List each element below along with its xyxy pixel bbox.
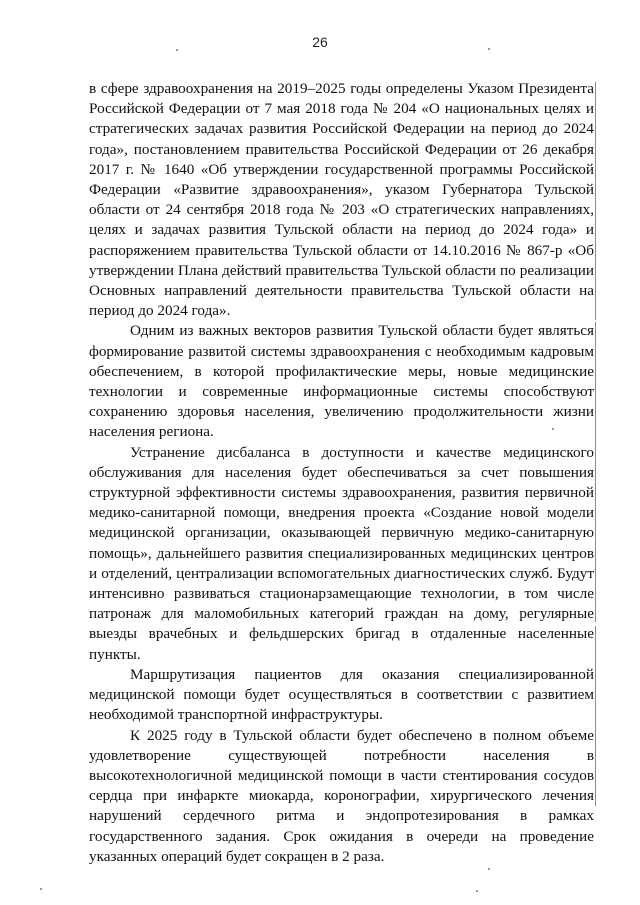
scan-speck [40, 888, 42, 890]
scan-margin-line [595, 322, 596, 622]
scan-speck [488, 868, 490, 870]
scan-margin-line [595, 82, 596, 320]
paragraph-2025-goals: К 2025 году в Тульской области будет обеспечено в полном объеме удовлетворение существующей потребности населения в высокотехнологичной медицинской помощи в части стентирования сосудов сердца при инфаркте миокарда, коронографии, хирургического лечения нарушений сердечного ритма и эндопротезирования в рамках государственного задания. Срок ожидания в очереди на проведение указанных операций будет сокращен в 2 раза. [89, 726, 594, 865]
scan-speck [476, 890, 478, 892]
body-text [89, 79, 594, 867]
scan-speck [176, 49, 178, 51]
paragraph-imbalance-elimination: Устранение дисбаланса в доступности и качестве медицинского обслуживания для населения будет обеспечиваться за счет повышения структурной эффективности системы здравоохранения, развития первичной медико-санитарной помощи, внедрения проекта «Создание новой модели медицинской организации, оказывающей первичную медико-санитарную помощь», дальнейшего развития специализированных медицинских центров и отделений, централизации вспомогательных диагностических служб. Будут интенсивно развиваться стационарзамещающие технологии, в том числе патронаж для маломобильных категорий граждан на дому, регулярные выезды врачебных и фельдшерских бригад в отдаленные населенные пункты. [89, 443, 594, 663]
paragraph-healthcare-vector: Одним из важных векторов развития Тульской области будет являться формирование развитой системы здравоохранения с необходимым кадровым обеспечением, в которой профилактические меры, новые медицинские технологии и современные информационные системы способствуют сохранению здоровья населения, увеличению продолжительности жизни населения региона. [89, 322, 594, 441]
paragraph-routing: Маршрутизация пациентов для оказания специализированной медицинской помощи будет осуществляться в соответствии с развитием необходимой транспортной инфраструктуры. [89, 665, 594, 724]
scan-margin-line [595, 626, 596, 806]
scan-speck [552, 428, 554, 430]
paragraph-legal-basis: в сфере здравоохранения на 2019–2025 годы определены Указом Президента Российской Федерации от 7 мая 2018 года № 204 «О национальных целях и стратегических задачах развития Российской Федерации на период до 2024 года», постановлением правительства Российской Федерации от 26 декабря 2017 г. № 1640 «Об утверждении государственной программы Российской Федерации «Развитие здравоохранения», указом Губернатора Тульской области от 24 сентября 2018 года № 203 «О стратегических направлениях, целях и задачах развития Тульской области на период до 2024 года» и распоряжением правительства Тульской области от 14.10.2016 № 867-р «Об утверждении Плана действий правительства Тульской области по реализации Основных направлений деятельности правительства Тульской области на период до 2024 года». [89, 80, 594, 320]
page-number: 26 [312, 34, 328, 50]
scan-speck [488, 48, 490, 50]
